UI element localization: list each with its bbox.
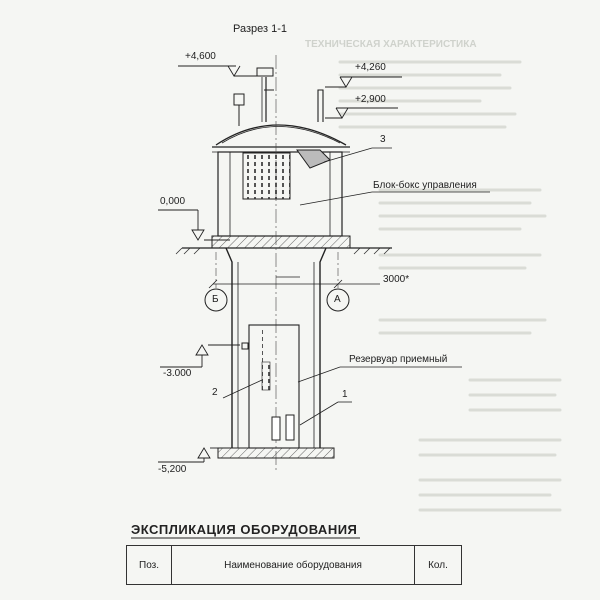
level-top: +4,600 <box>185 51 216 62</box>
callout-3: 3 <box>380 134 386 145</box>
callout-control-box: Блок-бокс управления <box>373 180 477 191</box>
mast <box>257 68 274 122</box>
level-ground: 0,000 <box>160 196 186 207</box>
level-roof: +2,900 <box>355 94 386 105</box>
dimension-label: 3000* <box>383 274 410 285</box>
level-bottom: -5,200 <box>158 464 187 475</box>
bottom-slab <box>218 448 334 458</box>
header-qty: Кол. <box>415 546 462 585</box>
item-1-pump-b <box>286 415 294 440</box>
item-2-unit <box>262 362 270 390</box>
explication-title: ЭКСПЛИКАЦИЯ ОБОРУДОВАНИЯ <box>131 522 358 537</box>
ghost-heading: ТЕХНИЧЕСКАЯ ХАРАКТЕРИСТИКА <box>305 39 477 50</box>
item-3-unit <box>297 150 330 168</box>
control-panel <box>243 153 290 199</box>
callout-2: 2 <box>212 387 218 398</box>
header-name: Наименование оборудования <box>172 546 415 585</box>
roof-dome <box>216 125 346 145</box>
level-mid: -3.000 <box>163 368 192 379</box>
callout-reservoir: Резервуар приемный <box>349 354 448 365</box>
axis-label-b: Б <box>212 294 219 305</box>
item-1-pump-a <box>272 417 280 440</box>
explication-table <box>126 545 462 585</box>
antenna-box <box>234 94 244 105</box>
header-pos: Поз. <box>127 546 172 585</box>
vent-pipe <box>318 90 323 122</box>
level-mast: +4,260 <box>355 62 386 73</box>
dimension-line <box>209 280 380 288</box>
axis-label-a: А <box>334 294 341 305</box>
section-title: Разрез 1-1 <box>233 23 288 35</box>
table-header-row <box>127 546 462 585</box>
ground-line <box>176 248 392 254</box>
box-base <box>212 236 350 248</box>
callout-1: 1 <box>342 389 348 400</box>
